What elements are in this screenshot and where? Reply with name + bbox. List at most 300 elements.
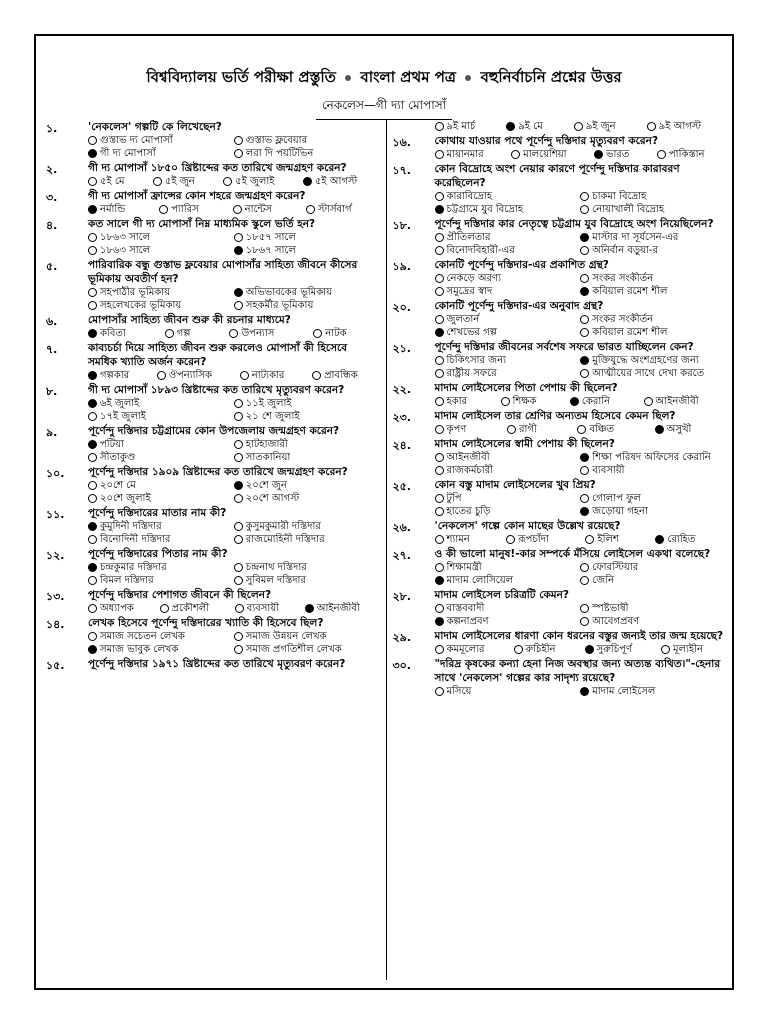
- empty-bubble-icon: [88, 233, 97, 242]
- option-text: রাগী: [518, 424, 537, 435]
- option-list: [88, 561, 380, 587]
- option-text: অভিভাবকের ভূমিকায়: [245, 287, 332, 298]
- answer-option: [234, 479, 380, 492]
- question-number: ২১.: [392, 342, 411, 355]
- option-text: চট্টগ্রামে যুব বিদ্রোহ: [446, 204, 524, 215]
- empty-bubble-icon: [234, 453, 243, 462]
- question-text: কোনটি পূর্ণেন্দু দস্তিদার-এর প্রকাশিত গ্রন্থ?: [434, 259, 609, 271]
- question-body: [88, 189, 380, 216]
- answer-option: [88, 175, 147, 188]
- option-list: [435, 423, 727, 436]
- answer-option: [153, 175, 217, 188]
- empty-bubble-icon: [234, 440, 243, 449]
- empty-bubble-icon: [435, 356, 444, 365]
- empty-bubble-icon: [88, 494, 97, 503]
- question-number: ১১.: [46, 508, 65, 521]
- option-text: মসিয়ে: [446, 686, 472, 697]
- option-text: নাটক: [325, 328, 347, 339]
- question-item: [46, 616, 380, 656]
- question-item: [393, 340, 727, 380]
- option-text: অধ্যাপক: [100, 603, 134, 614]
- question-item: [393, 217, 727, 257]
- answer-option: [234, 231, 380, 244]
- filled-bubble-icon: [580, 687, 589, 696]
- answer-option: [580, 203, 726, 216]
- answer-option: [88, 327, 159, 340]
- filled-bubble-icon: [88, 399, 97, 408]
- empty-bubble-icon: [585, 535, 594, 544]
- option-text: কবিয়াল রমেশ শীল: [592, 327, 668, 338]
- question-item: [46, 189, 380, 216]
- answer-option: [240, 369, 306, 382]
- answer-option: [506, 533, 579, 546]
- option-text: উপন্যাস: [241, 328, 275, 339]
- question-text: 'নেকলেস' গল্পে কোন মাছের উল্লেখ রয়েছে?: [434, 520, 621, 532]
- answer-option: [570, 395, 638, 408]
- option-text: সংকর সংকীর্তন: [592, 273, 654, 284]
- option-text: ইলিশ: [597, 534, 619, 545]
- question-item: [393, 588, 727, 628]
- answer-option: [435, 505, 581, 518]
- option-text: সীতাকুণ্ড: [100, 452, 136, 463]
- answer-option: [435, 423, 501, 436]
- option-text: আইনজীবী: [446, 452, 490, 463]
- option-list: [435, 148, 727, 161]
- question-text: মাদাম লোইসেলের পিতা পেশায় কী ছিলেন?: [434, 382, 618, 394]
- answer-option: [88, 410, 234, 423]
- title-part-3: বহুনির্বাচনি প্রশ্নের উত্তর: [480, 68, 622, 86]
- answer-option: [234, 451, 380, 464]
- question-number: ২৪.: [392, 439, 411, 452]
- option-list: [88, 231, 380, 257]
- option-text: কেরানি: [581, 396, 611, 407]
- option-text: মুক্তিযুদ্ধে অংশগ্রহণের জন্য: [592, 355, 699, 366]
- option-list: [435, 561, 727, 587]
- question-number: ৩০.: [392, 659, 411, 672]
- answer-option: [435, 643, 508, 656]
- option-list: [88, 134, 380, 160]
- answer-option: [88, 643, 234, 656]
- question-text: মাদাম লোইসেল চরিত্রটি কেমন?: [434, 589, 569, 601]
- option-text: সমুদ্রের স্বাদ: [446, 286, 493, 297]
- empty-bubble-icon: [157, 371, 166, 380]
- answer-option: [88, 286, 234, 299]
- question-body: [88, 588, 380, 615]
- question-body: [88, 465, 380, 505]
- empty-bubble-icon: [577, 425, 586, 434]
- option-list: [435, 313, 727, 339]
- option-text: মায়ানমার: [446, 149, 484, 160]
- question-body: [88, 341, 380, 382]
- question-text: লেখক হিসেবে পূর্ণেন্দু দস্তিদারের খ্যাতি কী হিসেবে ছিল?: [88, 617, 324, 629]
- option-text: শ্যামন: [446, 534, 470, 545]
- answer-option: [234, 244, 380, 257]
- page-frame: [34, 34, 734, 990]
- option-list: [435, 231, 727, 257]
- filled-bubble-icon: [88, 522, 97, 531]
- answer-option: [580, 285, 726, 298]
- question-body: [88, 424, 380, 464]
- option-text: বিমল দস্তিদার: [100, 575, 154, 586]
- option-text: ২০শে আগস্ট: [245, 493, 300, 504]
- filled-bubble-icon: [88, 371, 97, 380]
- filled-bubble-icon: [585, 645, 594, 654]
- question-text: কোন বিদ্রোহে অংশ নেয়ার কারণে পূর্ণেন্দু দস্তিদার কারাবরণ করেছিলেন?: [434, 163, 680, 189]
- filled-bubble-icon: [88, 440, 97, 449]
- option-text: মূল্যহীন: [672, 644, 703, 655]
- question-item: [46, 258, 380, 312]
- answer-option: [435, 203, 581, 216]
- option-text: সাতকানিয়া: [245, 452, 291, 463]
- option-text: সুবিমল দস্তিদার: [245, 575, 306, 586]
- question-number: ১৫.: [46, 659, 65, 672]
- option-text: ১৮৬৭ সালে: [245, 245, 296, 256]
- empty-bubble-icon: [435, 150, 444, 159]
- option-list: [435, 190, 727, 216]
- answer-option: [435, 574, 581, 587]
- answer-option: [234, 438, 380, 451]
- option-text: অনির্বান বড়ুয়া-র: [592, 245, 658, 256]
- answer-option: [506, 120, 568, 133]
- question-number: ৪.: [46, 219, 58, 232]
- question-body: [88, 657, 380, 676]
- question-number: ৩.: [46, 191, 58, 204]
- answer-option: [234, 286, 380, 299]
- question-body: [435, 120, 727, 133]
- option-text: আইনজীবী: [655, 396, 699, 407]
- answer-option: [234, 397, 380, 410]
- answer-option: [233, 203, 300, 216]
- question-number: ২৬.: [392, 521, 411, 534]
- question-text: মাদাম লোইসেলের স্বামী পেশায় কী ছিলেন?: [434, 438, 615, 450]
- empty-bubble-icon: [580, 328, 589, 337]
- question-number: ২৭.: [392, 549, 411, 562]
- question-text: পূর্ণেন্দু দস্তিদার জীবনের সর্বশেষ সফরে ভারত যাচ্ছিলেন কেন?: [434, 341, 694, 353]
- option-text: জড়োয়া গহনা: [592, 506, 648, 517]
- question-number: ২৫.: [392, 480, 411, 493]
- answer-option: [580, 685, 726, 698]
- question-text: পূর্ণেন্দু দস্তিদারের পিতার নাম কী?: [88, 548, 228, 560]
- option-list: [435, 602, 727, 628]
- option-text: ৫ই জুন: [164, 176, 195, 187]
- question-number: ৬.: [46, 315, 58, 328]
- answer-option: [88, 134, 234, 147]
- separator-dot-icon: [345, 75, 351, 81]
- question-item: [46, 657, 380, 676]
- answer-option: [580, 313, 726, 326]
- answer-option: [435, 367, 581, 380]
- empty-bubble-icon: [88, 288, 97, 297]
- answer-option: [88, 602, 154, 615]
- empty-bubble-icon: [435, 246, 444, 255]
- question-text: পূর্ণেন্দু দস্তিদার ১৯০৯ খ্রিষ্টাব্দের কত তারিখে জন্মগ্রহণ করেন?: [88, 466, 348, 478]
- answer-option: [435, 285, 581, 298]
- answer-option: [580, 190, 726, 203]
- answer-option: [435, 313, 581, 326]
- answer-option: [655, 423, 726, 436]
- question-text: কোথায় যাওয়ার পথে পূর্ণেন্দু দস্তিদার মৃত্যুবরণ করেন?: [434, 135, 659, 147]
- question-item: [393, 134, 727, 161]
- question-body: [435, 299, 727, 339]
- option-text: নাট্যকার: [251, 370, 285, 381]
- answer-option: [580, 561, 726, 574]
- answer-option: [501, 395, 564, 408]
- empty-bubble-icon: [234, 301, 243, 310]
- option-text: কমমূল্যের: [446, 644, 485, 655]
- answer-option: [435, 190, 581, 203]
- answer-option: [435, 615, 581, 628]
- question-item: [46, 217, 380, 257]
- question-body: [435, 547, 727, 587]
- question-body: [435, 629, 727, 656]
- answer-option: [88, 479, 234, 492]
- answer-option: [159, 203, 226, 216]
- answer-option: [580, 602, 726, 615]
- left-column: [36, 120, 386, 980]
- empty-bubble-icon: [580, 192, 589, 201]
- question-body: [435, 258, 727, 298]
- question-text: মাদাম লোইসেল তার শ্রেণির অন্যতম হিসেবে কেমন ছিল?: [434, 410, 676, 422]
- empty-bubble-icon: [501, 397, 510, 406]
- answer-option: [88, 231, 234, 244]
- question-body: [88, 217, 380, 257]
- question-body: [435, 437, 727, 477]
- option-text: কৃপণ: [446, 424, 467, 435]
- option-text: ১৮৫৭ সালে: [245, 232, 296, 243]
- empty-bubble-icon: [234, 632, 243, 641]
- option-text: কবিয়াল রমেশ শীল: [592, 286, 668, 297]
- answer-option: [234, 561, 380, 574]
- question-number: ৮.: [46, 385, 58, 398]
- question-number: ১৯.: [392, 260, 411, 273]
- option-list: [88, 397, 380, 423]
- question-body: [435, 381, 727, 408]
- option-text: নর্মান্ডি: [100, 204, 126, 215]
- option-text: স্টার্সবার্গ: [317, 204, 352, 215]
- empty-bubble-icon: [160, 604, 169, 613]
- option-text: রাজকর্মচারী: [446, 465, 494, 476]
- filled-bubble-icon: [305, 604, 314, 613]
- option-text: সহপাঠীর ভূমিকায়: [100, 287, 171, 298]
- option-list: [435, 120, 727, 133]
- question-body: [435, 588, 727, 628]
- option-text: হাতের চুড়ি: [446, 506, 491, 517]
- option-text: ৫ই আগস্ট: [314, 176, 358, 187]
- answer-option: [655, 533, 726, 546]
- empty-bubble-icon: [644, 397, 653, 406]
- option-text: নেকড়ে অরণ্য: [446, 273, 501, 284]
- answer-option: [165, 327, 224, 340]
- option-text: ভারত: [606, 149, 630, 160]
- empty-bubble-icon: [435, 535, 444, 544]
- question-number: ৭.: [46, 343, 58, 356]
- empty-bubble-icon: [234, 149, 243, 158]
- empty-bubble-icon: [580, 246, 589, 255]
- answer-option: [577, 423, 648, 436]
- option-text: ১৮৬৩ সালে: [100, 232, 151, 243]
- filled-bubble-icon: [435, 205, 444, 214]
- filled-bubble-icon: [88, 205, 97, 214]
- empty-bubble-icon: [661, 645, 670, 654]
- empty-bubble-icon: [435, 466, 444, 475]
- option-list: [88, 286, 380, 312]
- filled-bubble-icon: [580, 453, 589, 462]
- answer-option: [88, 369, 151, 382]
- question-body: [435, 478, 727, 518]
- empty-bubble-icon: [159, 205, 168, 214]
- empty-bubble-icon: [435, 192, 444, 201]
- answer-option: [644, 395, 726, 408]
- empty-bubble-icon: [88, 301, 97, 310]
- empty-bubble-icon: [580, 369, 589, 378]
- answer-option: [580, 464, 726, 477]
- answer-option: [234, 630, 380, 643]
- answer-option: [234, 299, 380, 312]
- empty-bubble-icon: [647, 122, 656, 131]
- empty-bubble-icon: [580, 315, 589, 324]
- option-text: আবেগপ্রবণ: [592, 616, 640, 627]
- empty-bubble-icon: [435, 274, 444, 283]
- answer-option: [580, 244, 726, 257]
- empty-bubble-icon: [506, 535, 515, 544]
- answer-option: [234, 643, 380, 656]
- question-item: [393, 629, 727, 656]
- question-body: [435, 340, 727, 380]
- option-text: প্যারিস: [171, 204, 199, 215]
- option-text: গুস্তাভ দ্য মোপাসাঁ: [100, 135, 173, 146]
- filled-bubble-icon: [594, 150, 603, 159]
- question-text: পূর্ণেন্দু দস্তিদার কার নেতৃত্বে চট্টগ্রাম যুব বিদ্রোহে অংশ নিয়েছিলেন?: [434, 218, 714, 230]
- option-text: সমাজ সচেতন লেখক: [100, 631, 185, 642]
- answer-option: [435, 354, 581, 367]
- question-number: ১৭.: [392, 164, 411, 177]
- option-text: কারাবিদ্রোহ: [446, 191, 493, 202]
- empty-bubble-icon: [580, 466, 589, 475]
- option-text: শিক্ষামন্ত্রী: [446, 562, 482, 573]
- question-number: ২৮.: [392, 590, 411, 603]
- filled-bubble-icon: [88, 645, 97, 654]
- page-title: [36, 66, 732, 91]
- question-body: [435, 162, 727, 216]
- answer-option: [580, 367, 726, 380]
- empty-bubble-icon: [574, 122, 583, 131]
- answer-option: [223, 175, 297, 188]
- answer-option: [88, 397, 234, 410]
- empty-bubble-icon: [514, 645, 523, 654]
- separator-dot-icon: [465, 75, 471, 81]
- answer-option: [647, 120, 726, 133]
- option-text: চন্দ্রনাথ দস্তিদার: [245, 562, 307, 573]
- empty-bubble-icon: [435, 369, 444, 378]
- question-item: [46, 588, 380, 615]
- option-list: [435, 492, 727, 518]
- empty-bubble-icon: [88, 177, 97, 186]
- answer-option: [580, 574, 726, 587]
- option-text: মাদাম লোইসেল: [592, 686, 656, 697]
- option-list: [88, 175, 380, 188]
- answer-option: [435, 272, 581, 285]
- option-text: শেখভের গল্প: [446, 327, 497, 338]
- answer-option: [306, 203, 380, 216]
- option-text: সমাজ ভাবুক লেখক: [100, 644, 179, 655]
- filled-bubble-icon: [580, 287, 589, 296]
- question-text: পারিবারিক বন্ধু গুস্তাভ ফ্লবেয়ার মোপাসাঁর সাহিত্য জীবনে কীসের ভূমিকায় অবতীর্ণ হন?: [88, 259, 358, 285]
- answer-option: [580, 492, 726, 505]
- question-body: [88, 547, 380, 587]
- question-body: [88, 313, 380, 340]
- option-list: [435, 272, 727, 298]
- empty-bubble-icon: [435, 563, 444, 572]
- option-text: সমাজ উন্নয়ন লেখক: [245, 631, 327, 642]
- empty-bubble-icon: [657, 150, 666, 159]
- question-item: [393, 409, 727, 436]
- option-text: গল্পকার: [100, 370, 130, 381]
- empty-bubble-icon: [435, 315, 444, 324]
- option-text: কুসুমকুমারী দস্তিদার: [245, 521, 321, 532]
- question-item: [393, 657, 727, 698]
- option-text: প্রীতিলতার: [446, 232, 491, 243]
- option-text: পাকিস্তান: [668, 149, 705, 160]
- option-text: সমাজ প্রগতিশীল লেখক: [245, 644, 342, 655]
- question-number: ১৮.: [392, 219, 411, 232]
- option-text: চন্দ্রকুমার দস্তিদার: [100, 562, 167, 573]
- empty-bubble-icon: [234, 412, 243, 421]
- empty-bubble-icon: [233, 205, 242, 214]
- answer-option: [235, 602, 299, 615]
- question-item: [393, 258, 727, 298]
- question-text: গী দ্য মোপাসাঁ ১৮৯৩ খ্রিষ্টাব্দের কত তারিখে মৃত্যুবরণ করেন?: [88, 384, 345, 396]
- filled-bubble-icon: [570, 397, 579, 406]
- option-list: [435, 643, 727, 656]
- answer-option: [303, 175, 380, 188]
- answer-option: [580, 231, 726, 244]
- question-body: [435, 409, 727, 436]
- empty-bubble-icon: [88, 535, 97, 544]
- answer-option: [313, 327, 379, 340]
- question-number: ১২.: [46, 549, 65, 562]
- question-text: গী দ্য মোপাসাঁ ফ্রান্সের কোন শহরে জন্মগ্রহণ করেন?: [88, 190, 306, 202]
- filled-bubble-icon: [435, 328, 444, 337]
- empty-bubble-icon: [580, 205, 589, 214]
- answer-option: [657, 148, 726, 161]
- question-text: গী দ্য মোপাসাঁ ১৮৫০ খ্রিষ্টাব্দের কত তারিখে জন্মগ্রহণ করেন?: [88, 162, 347, 174]
- page-subtitle: নেকলেস—গী দ্যা মোপাসাঁ: [316, 97, 452, 120]
- answer-option: [234, 574, 380, 587]
- option-text: নান্টেস: [244, 204, 273, 215]
- title-part-2: বাংলা প্রথম পত্র: [360, 68, 456, 86]
- page-header: [36, 36, 732, 120]
- option-text: ঔপন্যাসিক: [168, 370, 213, 381]
- option-text: ২০শে মে: [100, 480, 136, 491]
- question-text: কোনটি পূর্ণেন্দু দস্তিদার-এর অনুবাদ গ্রন্থ?: [434, 300, 604, 312]
- empty-bubble-icon: [88, 604, 97, 613]
- filled-bubble-icon: [234, 246, 243, 255]
- question-text: মোপাসাঁর সাহিত্য জীবন শুরু কী রচনার মাধ্যমে?: [88, 314, 291, 326]
- option-text: পটিয়া: [100, 439, 124, 450]
- option-text: টুপি: [446, 493, 462, 504]
- question-item: [393, 299, 727, 339]
- question-text: ও কী ভালো মানুষ!-কার সম্পর্কে মঁসিয়ে লোইসেল একথা বলেছে?: [434, 548, 711, 560]
- question-body: [88, 161, 380, 188]
- option-list: [88, 438, 380, 464]
- answer-option: [594, 148, 651, 161]
- answer-option: [574, 120, 641, 133]
- option-text: ৬ই জুলাই: [100, 398, 140, 409]
- answer-option: [88, 299, 234, 312]
- option-text: রাজমোহিনী দস্তিদার: [245, 534, 325, 545]
- answer-option: [435, 231, 581, 244]
- question-item: [393, 547, 727, 587]
